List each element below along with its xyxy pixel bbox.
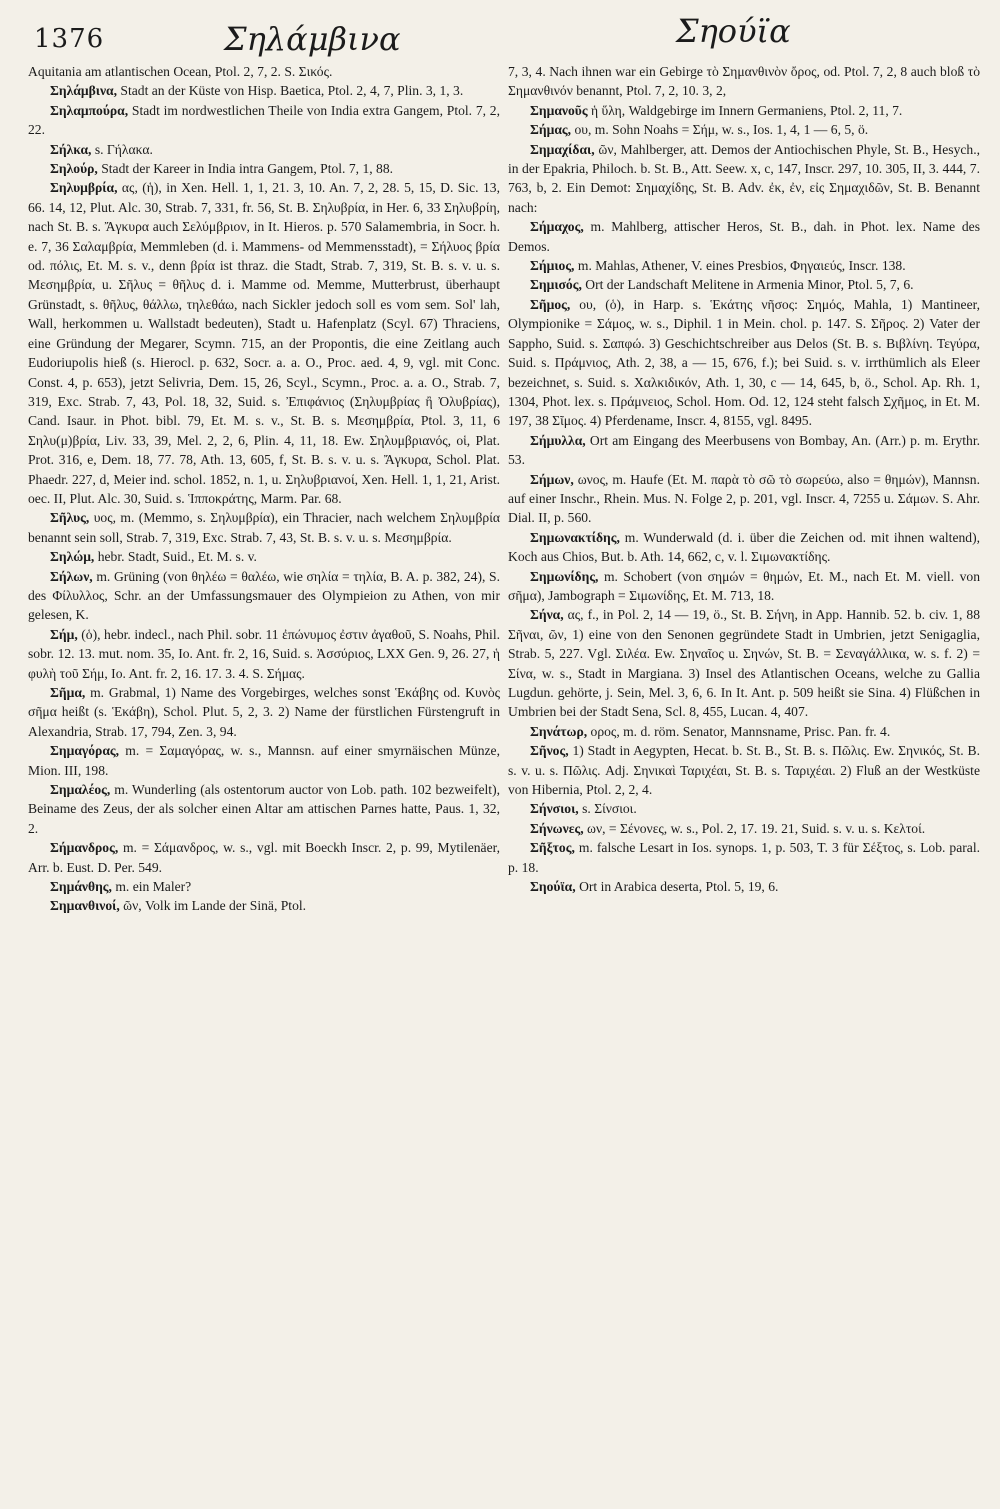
entry-headword: Σήμυλλα,	[530, 432, 586, 448]
entry-headword: Σήλκα,	[50, 141, 92, 157]
page-header	[28, 10, 974, 60]
entry-headword: Σηλαμπούρα,	[50, 102, 129, 118]
dictionary-entry	[508, 722, 980, 741]
entry-text: hebr. Stadt, Suid., Et. M. s. v.	[94, 549, 257, 565]
entry-text: m. Schobert (von σημών = θημών, Et. M., nach Et. M. viell. von σῆμα), Jambograph = Σιμωνίδης, Et. M. 713, 18.	[508, 568, 980, 603]
entry-headword: Σήμ,	[50, 626, 78, 642]
entry-text: Stadt der Kareer in India intra Gangem, Ptol. 7, 1, 88.	[97, 161, 394, 177]
entry-text: m. Mahlas, Athener, V. eines Presbios, Φηγαιεύς, Inscr. 138.	[574, 258, 906, 274]
dictionary-entry	[508, 819, 980, 838]
entry-text: m. = Σάμανδρος, w. s., vgl. mit Boeckh Inscr. 2, p. 99, Mytilenäer, Arr. b. Eust. D. Per. 549.	[28, 840, 500, 875]
dictionary-entry	[28, 62, 500, 81]
entry-headword: Σήνωνες,	[530, 820, 584, 836]
entry-text: s. Γήλακα.	[91, 141, 153, 157]
dictionary-entry	[508, 431, 980, 470]
dictionary-entry	[508, 799, 980, 818]
dictionary-entry	[28, 140, 500, 159]
entry-text: m. Grabmal, 1) Name des Vorgebirges, welches sonst Ἑκάβης od. Κυνὸς σῆμα heißt (s. Ἑκάβη), Schol. Plut. 5, 2, 3. 2) Name der fürstlichen Fürstengruft in Alexandria, Strab. 17, 794, Zen. 3, 94.	[28, 685, 500, 739]
dictionary-entry	[508, 62, 980, 101]
dictionary-entry	[508, 470, 980, 528]
dictionary-entry	[508, 275, 980, 294]
dictionary-entry	[28, 101, 500, 140]
dictionary-entry	[28, 178, 500, 508]
entry-text: 7, 3, 4. Nach ihnen war ein Gebirge τὸ Σημανθινὸν ὄρος, od. Ptol. 7, 2, 8 auch bloß τὸ Σημανθινόν benannt, Ptol. 7, 2, 10. 3, 2,	[508, 64, 980, 99]
dictionary-entry	[28, 741, 500, 780]
entry-text: m. Wunderwald (d. i. über die Zeichen od. mit ihnen waltend), Koch aus Chios, But. b. Ath. 14, 662, c, v. l. Σιμωνακτίδης.	[508, 529, 980, 565]
dictionary-entry	[508, 838, 980, 877]
entry-text: 1) Stadt in Aegypten, Hecat. b. St. B., St. B. s. Πῶλις. Ew. Σηνικός, St. B. s. v. u. s. Πῶλις. Adj. Σηνικαὶ Ταριχέαι, St. B. s. Ταριχέαι. 2) Fluß an der Westküste von Hibernia, Ptol. 2, 2, 4.	[508, 743, 980, 798]
dictionary-entry	[28, 567, 500, 625]
dictionary-entry	[28, 625, 500, 683]
entry-text: ἡ ὕλη, Waldgebirge im Innern Germaniens, Ptol. 2, 11, 7.	[587, 102, 903, 118]
entry-headword: Σῆμος,	[530, 296, 571, 312]
dictionary-entry	[28, 780, 500, 838]
entry-headword: Σηλώμ,	[50, 549, 95, 565]
dictionary-entry	[508, 605, 980, 721]
entry-headword: Σηλούρ,	[50, 161, 98, 177]
dictionary-entry	[28, 838, 500, 877]
entry-text: ας, (ἡ), in Xen. Hell. 1, 1, 21. 3, 10. An. 7, 2, 28. 5, 15, D. Sic. 13, 66. 14, 12, Plut. Alc. 30, Strab. 7, 331, fr. 56, St. B. Σηλυβρία, in Her. 6, 33 Σηλυβρίη, nach St. B. s. Ἄγκυρα auch Σελύμβριον, in It. Hieros. p. 570 Salamembria, in Socr. h. e. 7, 36 Σαλαμβρία, Memmleben (d. i. Mammens- od Memmensstadt), = Σήλυος βρία od. πόλις, Et. M. s. v., denn βρία ist thraz. die Stadt, Strab. 7, 319, St. B. s. v. u. s. Μεσημβρία, u. Σῆλυς = θῆλυς d. i. Mamme od. Memme, Mutterbrust, überhaupt Grünstadt, s. θῆλυς, θάλλω, τηλεθάω, nach Sickler jedoch soll es vom sem. Sol' lah, Wall, herkommen u. Wallstadt bedeuten), Stadt u. Hafenplatz (Scyl. 67) Thraciens, eine Gründung der Megarer, Scymn. 715, an der Propontis, die eine Zeitlang auch Eudoriupolis hieß (s. Hierocl. p. 632, Socr. a. a. O., Proc. aed. 4, 9, vgl. mit Conc. Const. 4, p. 653), jetzt Selivria, Dem. 15, 26, Scyl., Scymn., Proc. a. a. O., Strab. 7, 319, Exc. Strab. 7, 43, Pol. 18, 32, Suid. s. Ἐπιφάνιος (Σηλυμβρίας ἢ Ὀλυβρίας), Cand. Isaur. in Phot. bibl. 79, Et. M. s. v., St. B. s. Μεσημβρία, Ptol. 3, 11, 6 Σηλυ(μ)βρία, Liv. 33, 39, Mel. 2, 2, 6, Plin. 4, 11, 18. Ew. Σηλυμβριανός, οἱ, Plat. Prot. 316, e, Dem. 18, 77. 78, Ath. 13, 605, f, St. B. s. v. u. s. Ἄγκυρα, Schol. Plat. Phaedr. 227, d, Meier ind. schol. 1852, n. 1, u. Σηλυβριανοί, Xen. Hell. 1, 1, 21, Arist. oec. II, Plut. Alc. 30, Suid. s. Ἱπποκράτης, Marm. Par. 68.	[28, 180, 500, 506]
entry-text: m. Wunderling (als ostentorum auctor von Lob. path. 102 bezweifelt), Beiname des Zeus, der als solcher einen Altar am attischen Parnes hatte, Paus. 1, 32, 2.	[28, 782, 500, 836]
entry-text: m. Mahlberg, attischer Heros, St. B., dah. in Phot. lex. Name des Demos.	[508, 219, 980, 254]
entry-headword: Σήλων,	[50, 568, 93, 584]
entry-text: Ort in Arabica deserta, Ptol. 5, 19, 6.	[575, 879, 779, 895]
dictionary-entry	[508, 567, 980, 606]
entry-text: ῶν, Mahlberger, att. Demos der Antiochischen Phyle, St. B., Hesych., in der Epakria, Philoch. b. St. B., Att. Seew. x, c, 147, Inscr. 297, 10. 305, II, 3. 444, 7. 763, b, 2. Ein Demot: Σημαχίδης, St. B. Adv. ἐκ, ἐν, εἰς Σημαχιδῶν, St. B. Benannt nach:	[508, 141, 980, 215]
dictionary-entry	[508, 120, 980, 139]
entry-text: Ort der Landschaft Melitene in Armenia Minor, Ptol. 5, 7, 6.	[581, 277, 914, 293]
entry-headword: Σῆμα,	[50, 685, 86, 700]
dictionary-entry	[508, 140, 980, 218]
entry-text: ῶν, Volk im Lande der Sinä, Ptol.	[119, 898, 307, 914]
dictionary-entry	[28, 547, 500, 566]
dictionary-entry	[508, 741, 980, 799]
entry-text: m. falsche Lesart in Ios. synops. 1, p. 503, T. 3 für Σέξτος, s. Lob. paral. p. 18.	[508, 840, 980, 875]
left-running-head: Σηλάμβινα	[224, 20, 401, 58]
entry-headword: Σήμιος,	[530, 258, 575, 274]
entry-text: ων, = Σένονες, w. s., Pol. 2, 17. 19. 21, Suid. s. v. u. s. Κελτοί.	[583, 820, 926, 836]
entry-headword: Σημανοῦς	[530, 102, 588, 118]
entry-text: ου, (ὁ), in Harp. s. Ἑκάτης νῆσος: Σημός, Mahla, 1) Mantineer, Olympionike = Σάμος, w. s., Diphil. 1 in Mein. chol. p. 147. S. Σῆρος. 2) Vater der Sappho, Suid. s. Σαπφώ. 3) Geschichtschreiber aus Delos (St. B. s. Βιβλίνη. Τεγύρα, Suid. s. Πράμνιος, Ath. 2, 38, a — 15, 676, f.); bei Suid. s. v. irrthümlich als Eleer bezeichnet, s. Suid. s. Χαλκιδικόν, Ath. 1, 30, c — 14, 645, b, ö., Schol. Ap. Rh. 1, 1304, Phot. lex. s. Πράμνειος, Schol. Hom. Od. 12, 124 steht falsch Σχῆμος, in Et. M. 197, 38 Σῖμος. 4) Pferdename, Inscr. 4, 8155, vgl. 8495.	[508, 296, 980, 429]
entry-headword: Σημαχίδαι,	[530, 141, 595, 157]
entry-headword: Σήμαχος,	[530, 219, 584, 235]
entry-headword: Σημισός,	[530, 277, 582, 293]
entry-headword: Σημαλέος,	[50, 782, 111, 798]
entry-headword: Σηούϊα,	[530, 879, 576, 895]
dictionary-entry	[28, 683, 500, 741]
dictionary-entry	[508, 877, 980, 896]
entry-text: (ὁ), hebr. indecl., nach Phil. sobr. 11 ἐπώνυμος ἐστιν ἀγαθοῦ, S. Noahs, Phil. sobr. 12. 13. mut. nom. 35, Io. Ant. fr. 2, 16, Suid. s. Ἀσσύριος, LXX Gen. 9, 26. 27, ἡ φυλὴ τοῦ Σήμ, Io. Ant. fr. 2, 16. 17. 3. 4. S. Σήμας.	[28, 626, 500, 681]
dictionary-entry	[508, 217, 980, 256]
right-running-head: Σηούϊα	[676, 12, 791, 50]
entry-headword: Σήνσιοι,	[530, 801, 579, 817]
entry-text: Stadt an der Küste von Hisp. Baetica, Ptol. 2, 4, 7, Plin. 3, 1, 3.	[117, 83, 464, 99]
entry-text: m. = Σαμαγόρας, w. s., Mannsn. auf einer smyrnäischen Münze, Mion. III, 198.	[28, 743, 500, 778]
entry-text: m. Grüning (von θηλέω = θαλέω, wie σηλία = τηλία, B. A. p. 382, 24), S. des Φίλυλλος, Schr. an der Umfassungsmauer des Olympieion zu Athen, von mir gelesen, K.	[28, 568, 500, 623]
right-column	[508, 62, 980, 896]
entry-headword: Σηλάμβινα,	[50, 83, 118, 99]
entry-headword: Σήνα,	[530, 607, 564, 623]
left-column	[28, 62, 500, 916]
entry-headword: Σημωνακτίδης,	[530, 529, 620, 545]
dictionary-entry	[508, 101, 980, 120]
entry-headword: Σηνάτωρ,	[530, 723, 588, 739]
entry-text: Stadt im nordwestlichen Theile von India extra Gangem, Ptol. 7, 2, 22.	[28, 102, 500, 138]
entry-headword: Σημάνθης,	[50, 879, 112, 895]
entry-text: s. Σίνσιοι.	[578, 801, 637, 817]
entry-text: ωνος, m. Haufe (Et. M. παρὰ τὸ σῶ τὸ σωρεύω, also = θημών), Mannsn. auf einer Inschr., Rhein. Mus. N. Folge 2, p. 201, vgl. Inscr. 4, 7255 u. Σάμων. S. Ahr. Dial. II, p. 560.	[508, 471, 980, 526]
entry-headword: Σημωνίδης,	[530, 568, 599, 584]
dictionary-entry	[28, 81, 500, 100]
dictionary-entry	[508, 256, 980, 275]
entry-headword: Σημανθινοί,	[50, 898, 120, 914]
page-number: 1376	[34, 24, 105, 54]
entry-headword: Σῆνος,	[530, 743, 569, 759]
dictionary-entry	[28, 159, 500, 178]
entry-text: Aquitania am atlantischen Ocean, Ptol. 2, 7, 2. S. Σικός.	[28, 64, 333, 79]
dictionary-entry	[28, 877, 500, 896]
entry-headword: Σῆξτος,	[530, 840, 575, 856]
entry-text: ορος, m. d. röm. Senator, Mannsname, Prisc. Pan. fr. 4.	[587, 723, 891, 739]
entry-headword: Σήμων,	[530, 471, 574, 487]
dictionary-entry	[508, 295, 980, 431]
entry-headword: Σηλυμβρία,	[50, 180, 118, 196]
entry-text: υος, m. (Memmo, s. Σηλυμβρία), ein Thracier, nach welchem Σηλυμβρία benannt sein soll, Strab. 7, 319, Exc. Strab. 7, 43, St. B. s. v. u. s. Μεσημβρία.	[28, 510, 500, 545]
dictionary-entry	[28, 508, 500, 547]
dictionary-entry	[28, 896, 500, 915]
entry-headword: Σημαγόρας,	[50, 743, 120, 759]
entry-text: Ort am Eingang des Meerbusens von Bombay, An. (Arr.) p. m. Erythr. 53.	[508, 432, 980, 468]
entry-headword: Σήμανδρος,	[50, 840, 119, 856]
dictionary-entry	[508, 528, 980, 567]
entry-headword: Σήμας,	[530, 122, 572, 138]
entry-text: ου, m. Sohn Noahs = Σήμ, w. s., Ios. 1, 4, 1 — 6, 5, ö.	[571, 122, 869, 138]
entry-text: ας, f., in Pol. 2, 14 — 19, ö., St. B. Σήνη, in App. Hannib. 52. b. civ. 1, 88 Σῆναι, ῶν, 1) eine von den Senonen gegründete Stadt in Umbrien, jetzt Senigaglia, Strab. 5, 227. Vgl. Σιλέα. Ew. Σηναῖος u. Σηνών, St. B. = Σεναγάλλικα, w. s. f. 2) = Σίνα, w. s., Stadt in Margiana. 3) Insel des Atlantischen Oceans, welche zu Gallia Lugdun. gehörte, j. Sein, Mel. 3, 6, 6. In It. Ant. p. 509 heißt sie Sina. 4) Flüßchen in Umbrien bei der Stadt Sena, Scl. 8, 455, Lucan. 4, 407.	[508, 607, 980, 720]
entry-text: m. ein Maler?	[111, 879, 192, 895]
entry-headword: Σῆλυς,	[50, 510, 90, 526]
